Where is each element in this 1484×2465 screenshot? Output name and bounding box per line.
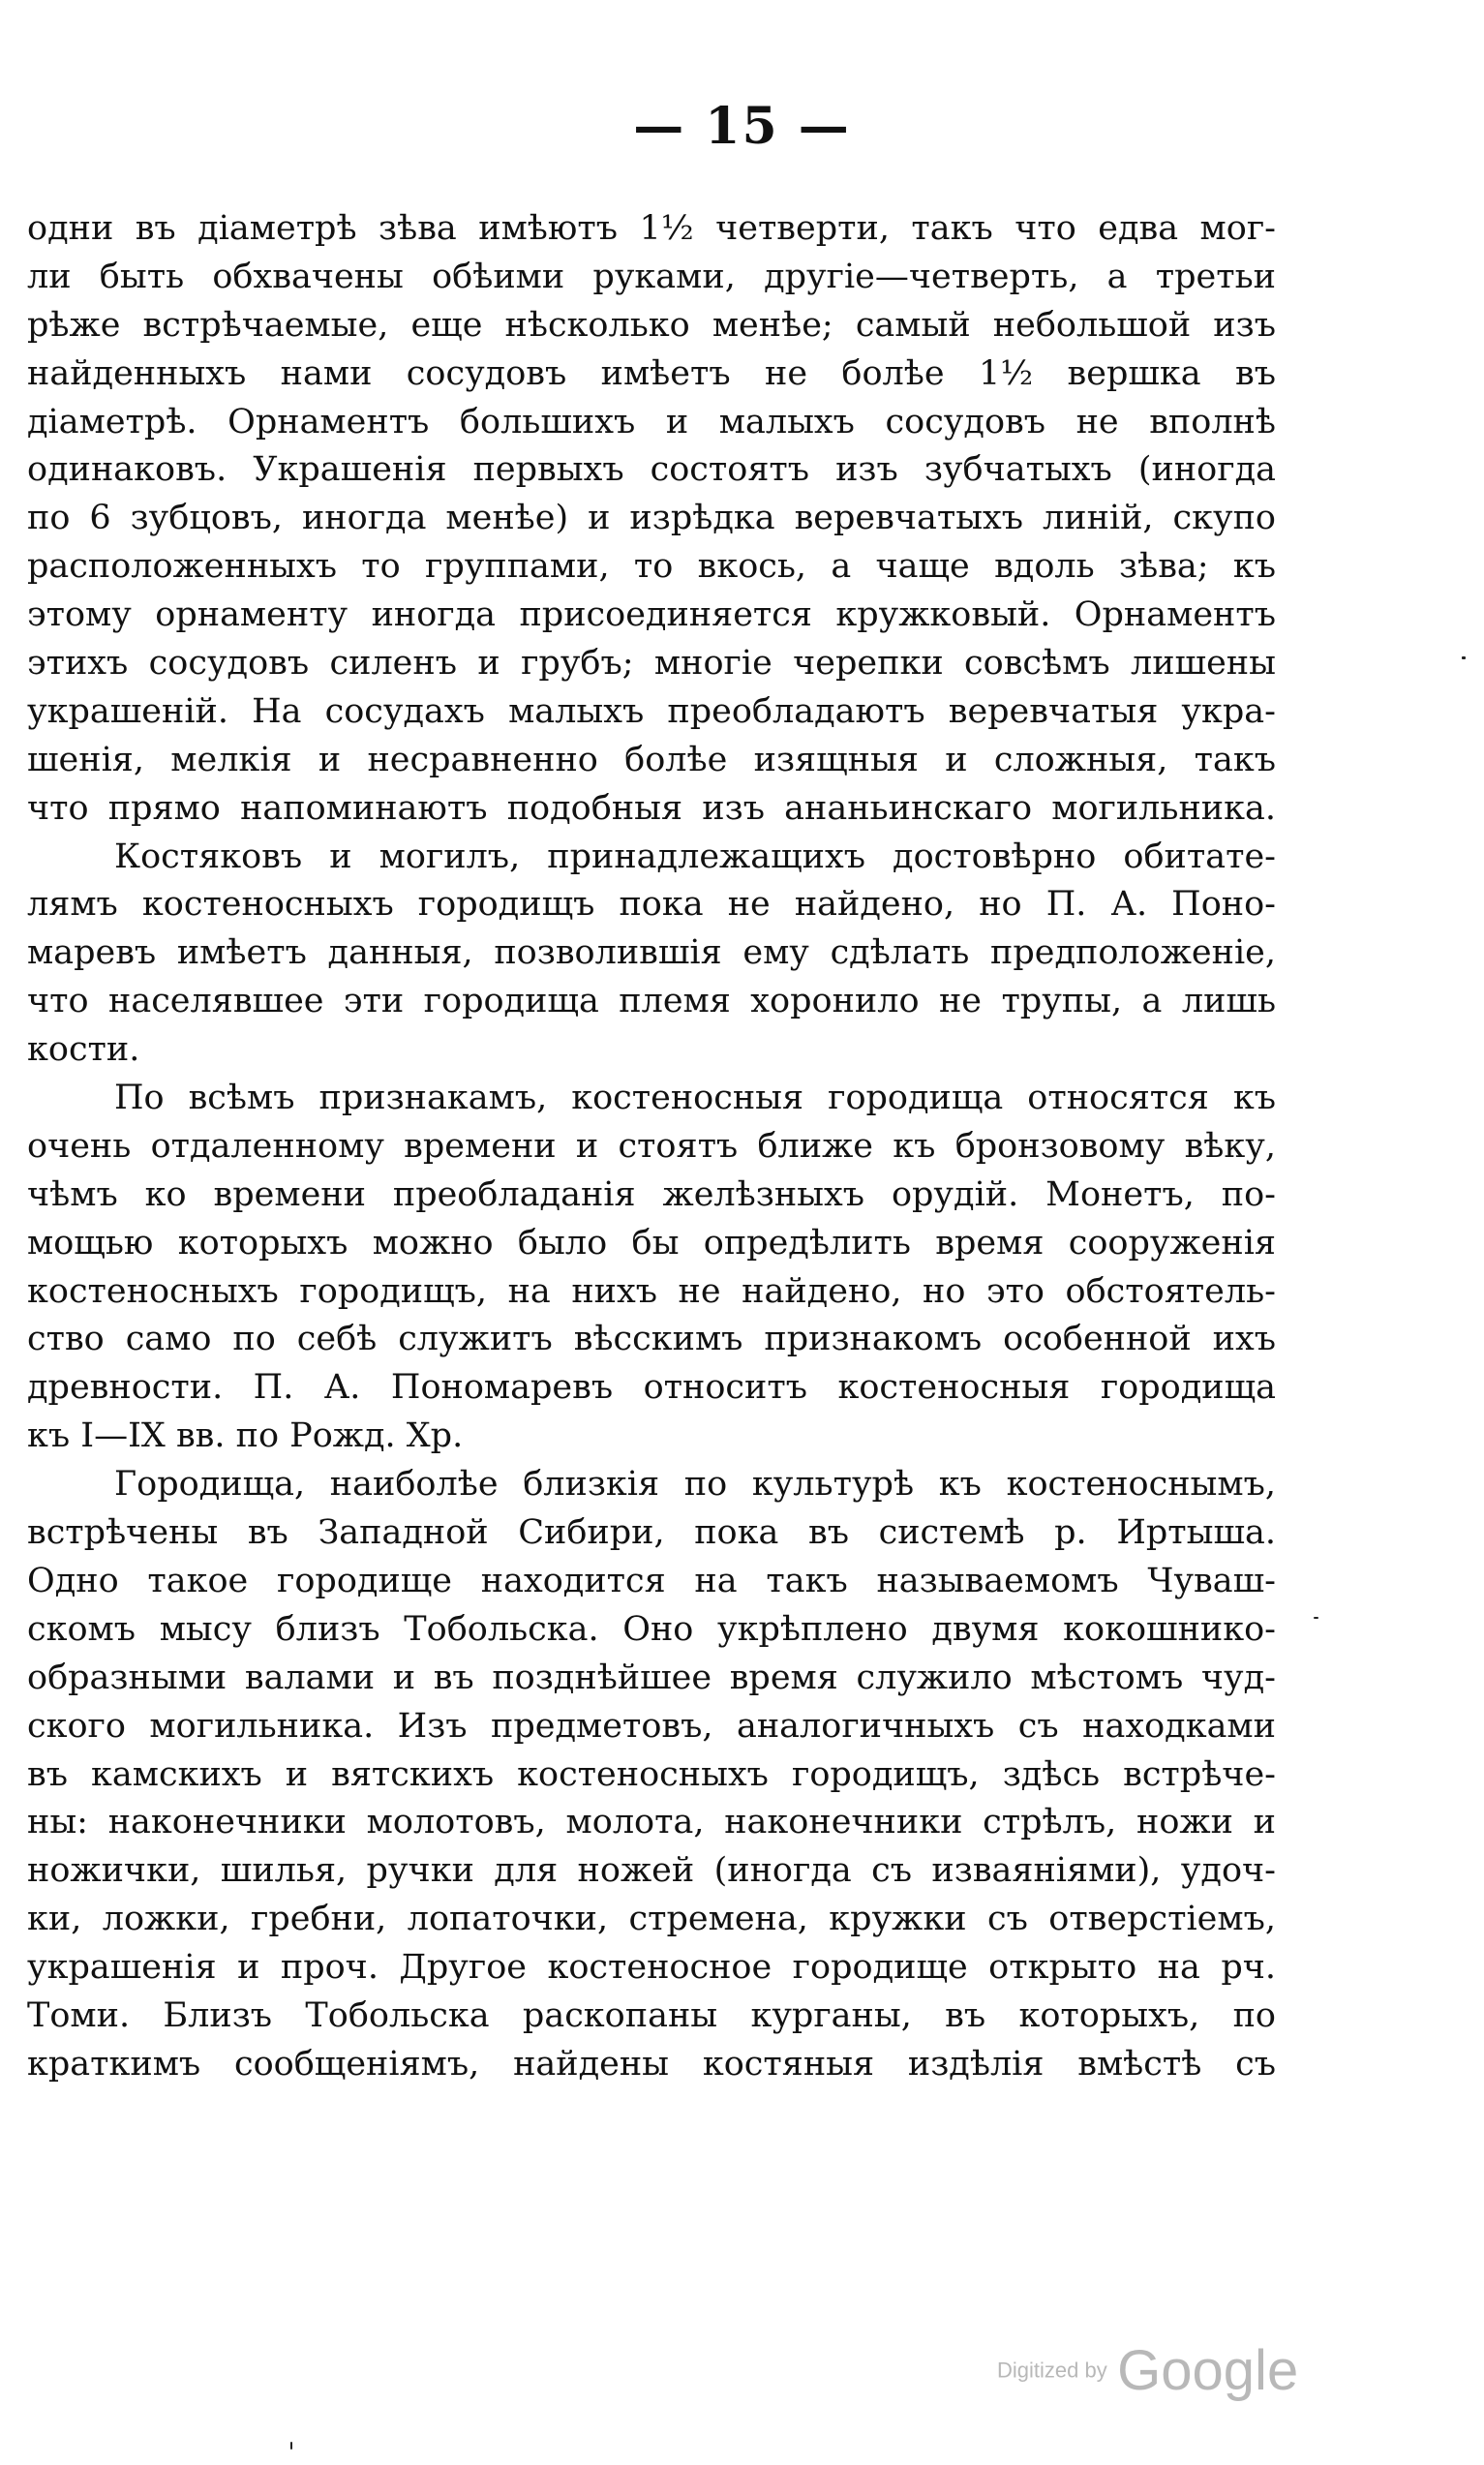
text-line: древности. П. А. Пономаревъ относитъ костеносныя городища (27, 1368, 1276, 1408)
text-line: къ I—IX вв. по Рожд. Хр. (27, 1416, 464, 1456)
text-line: расположенныхъ то группами, то вкось, а чаще вдоль зѣва; къ (27, 547, 1276, 587)
scan-speck (1462, 656, 1466, 659)
text-line: Одно такое городище находится на такъ называемомъ Чуваш- (27, 1561, 1276, 1600)
text-line: одинаковъ. Украшенія первыхъ состоятъ изъ зубчатыхъ (иногда (27, 450, 1276, 490)
body-text (27, 205, 1276, 2089)
watermark-brand: Google (1117, 2339, 1299, 2402)
text-line: рѣже встрѣчаемые, еще нѣсколько менѣе; самый небольшой изъ (27, 305, 1276, 345)
text-line: ножички, шилья, ручки для ножей (иногда съ изваяніями), удоч- (27, 1851, 1276, 1891)
text-line: украшенія и проч. Другое костеносное городище открыто на рч. (27, 1948, 1276, 1988)
text-line: шенія, мелкія и несравненно болѣе изящныя и сложныя, такъ (27, 740, 1276, 779)
text-line: найденныхъ нами сосудовъ имѣетъ не болѣе 1½ вершка въ (27, 353, 1276, 393)
watermark-prefix: Digitized by (997, 2358, 1107, 2383)
text-line: По всѣмъ признакамъ, костеносныя городища относятся къ (114, 1079, 1276, 1118)
text-line: чѣмъ ко времени преобладанія желѣзныхъ орудій. Монетъ, по- (27, 1174, 1276, 1214)
text-line: что населявшее эти городища племя хоронило не трупы, а лишь (27, 982, 1276, 1021)
text-line: встрѣчены въ Западной Сибири, пока въ системѣ р. Иртыша. (27, 1513, 1276, 1553)
text-line: діаметрѣ. Орнаментъ большихъ и малыхъ сосудовъ не вполнѣ (27, 402, 1276, 441)
text-line: образными валами и въ позднѣйшее время служило мѣстомъ чуд- (27, 1658, 1276, 1697)
text-line: кости. (27, 1030, 140, 1070)
text-line: одни въ діаметрѣ зѣва имѣютъ 1½ четверти, такъ что едва мог- (27, 209, 1276, 248)
text-line: маревъ имѣетъ данныя, позволившія ему сдѣлать предположеніе, (27, 933, 1276, 973)
text-line: лямъ костеносныхъ городищъ пока не найдено, но П. А. Поно- (27, 885, 1276, 925)
text-line: украшеній. На сосудахъ малыхъ преобладаютъ веревчатыя укра- (27, 691, 1276, 731)
text-line: ны: наконечники молотовъ, молота, наконечники стрѣлъ, ножи и (27, 1803, 1276, 1842)
text-line: этому орнаменту иногда присоединяется кружковый. Орнаментъ (27, 595, 1276, 635)
text-line: ки, ложки, гребни, лопаточки, стремена, кружки съ отверстіемъ, (27, 1900, 1276, 1939)
page-number: — 15 — (633, 97, 851, 156)
digitized-by-google-watermark (997, 2338, 1298, 2403)
text-line: костеносныхъ городищъ, на нихъ не найдено, но это обстоятель- (27, 1271, 1276, 1311)
text-line: по 6 зубцовъ, иногда менѣе) и изрѣдка веревчатыхъ линій, скупо (27, 499, 1276, 538)
text-line: Костяковъ и могилъ, принадлежащихъ достовѣрно обитате- (114, 837, 1276, 876)
scan-speck (290, 2442, 292, 2450)
text-line: этихъ сосудовъ силенъ и грубъ; многіе черепки совсѣмъ лишены (27, 644, 1276, 684)
text-line: Городища, наиболѣе близкія по культурѣ къ костеноснымъ, (114, 1465, 1276, 1505)
text-line: что прямо напоминаютъ подобныя изъ ананьинскаго могильника. (27, 788, 1276, 828)
text-line: краткимъ сообщеніямъ, найдены костяныя издѣлія вмѣстѣ съ (27, 2044, 1276, 2084)
text-line: ство само по себѣ служитъ вѣсскимъ признакомъ особенной ихъ (27, 1320, 1276, 1359)
text-line: мощью которыхъ можно было бы опредѣлить время сооруженія (27, 1223, 1276, 1263)
text-line: скомъ мысу близъ Тобольска. Оно укрѣплено двумя кокошнико- (27, 1609, 1276, 1649)
scan-speck (1314, 1617, 1318, 1619)
text-line: очень отдаленному времени и стоятъ ближе къ бронзовому вѣку, (27, 1126, 1276, 1166)
text-line: Томи. Близъ Тобольска раскопаны курганы, въ которыхъ, по (27, 1995, 1276, 2035)
text-line: ли быть обхвачены обѣими руками, другіе—четверть, а третьи (27, 257, 1276, 296)
text-line: въ камскихъ и вятскихъ костеносныхъ городищъ, здѣсь встрѣче- (27, 1754, 1276, 1794)
text-line: ского могильника. Изъ предметовъ, аналогичныхъ съ находками (27, 1706, 1276, 1746)
